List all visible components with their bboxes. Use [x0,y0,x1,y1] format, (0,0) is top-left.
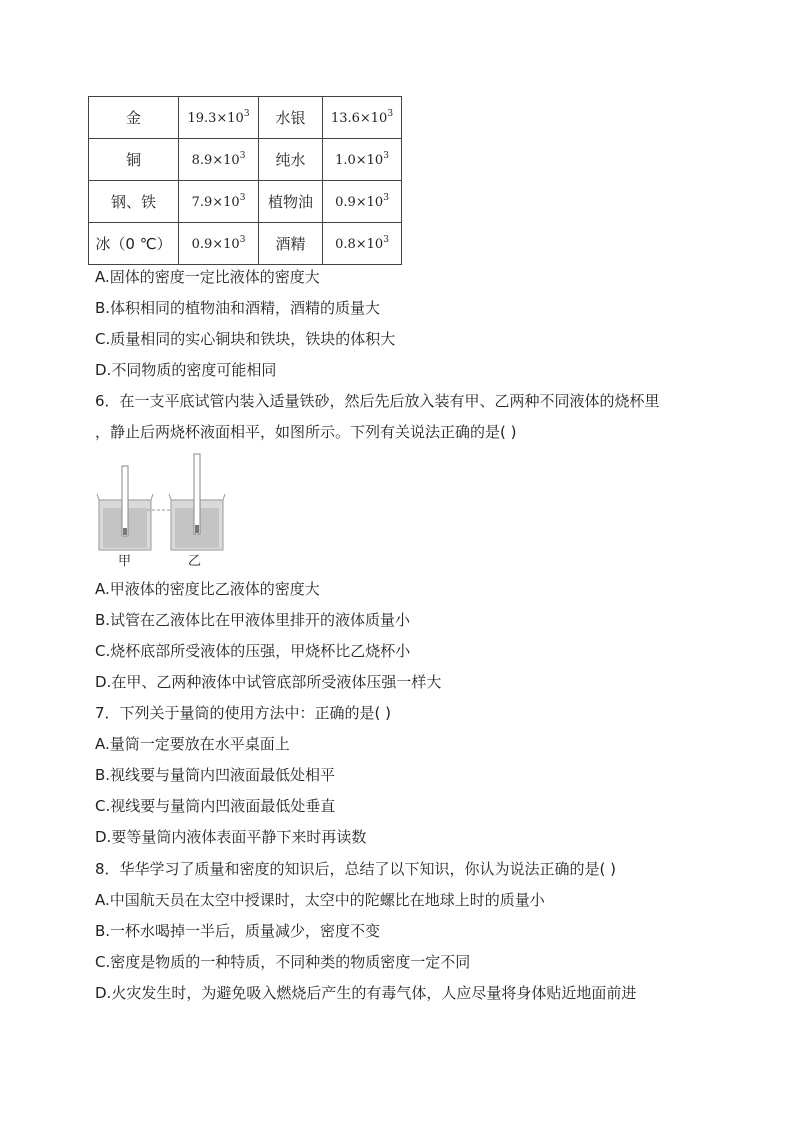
q6-stem-line2: ，静止后两烧杯液面相平，如图所示。下列有关说法正确的是( ) [95,423,517,441]
material-cell: 植物油 [259,181,323,223]
material-cell: 酒精 [259,223,323,265]
density-cell: $1.0\times 10^3$ [323,139,402,181]
density-cell: $19.3\times 10^3$ [179,97,259,139]
density-cell: $7.9\times 10^3$ [179,181,259,223]
q7-option-d: D.要等量筒内液体表面平静下来时再读数 [95,828,367,846]
beakers-figure [96,452,236,570]
material-cell: 钢、铁 [89,181,179,223]
density-cell: $0.9\times 10^3$ [179,223,259,265]
table-row [89,223,402,265]
table-row [89,97,402,139]
table-row [89,139,402,181]
q5-option-a: A.固体的密度一定比液体的密度大 [95,268,320,286]
q8-option-a: A.中国航天员在太空中授课时，太空中的陀螺比在地球上时的质量小 [95,891,545,909]
q7-option-c: C.视线要与量筒内凹液面最低处垂直 [95,797,336,815]
beakers-illustration [96,452,236,570]
q8-stem: 8．华华学习了质量和密度的知识后，总结了以下知识，你认为说法正确的是( ) [95,860,617,878]
q6-option-d: D.在甲、乙两种液体中试管底部所受液体压强一样大 [95,673,442,691]
material-cell: 铜 [89,139,179,181]
density-cell: $0.9\times 10^3$ [323,181,402,223]
q6-option-a: A.甲液体的密度比乙液体的密度大 [95,580,320,598]
q5-option-d: D.不同物质的密度可能相同 [95,361,277,379]
density-cell: $13.6\times 10^3$ [323,97,402,139]
q8-option-d: D.火灾发生时，为避免吸入燃烧后产生的有毒气体，人应尽量将身体贴近地面前进 [95,984,637,1002]
q7-option-a: A.量筒一定要放在水平桌面上 [95,735,290,753]
q5-option-b: B.体积相同的植物油和酒精，酒精的质量大 [95,299,381,317]
q8-option-b: B.一杯水喝掉一半后，质量减少，密度不变 [95,922,381,940]
material-cell: 纯水 [259,139,323,181]
beaker-label-right: 乙 [188,554,202,569]
q6-option-c: C.烧杯底部所受液体的压强，甲烧杯比乙烧杯小 [95,642,411,660]
material-cell: 金 [89,97,179,139]
table-row [89,181,402,223]
q6-stem-line1: 6．在一支平底试管内装入适量铁砂，然后先后放入装有甲、乙两种不同液体的烧杯里 [95,392,660,410]
material-cell: 冰（0 ℃） [89,223,179,265]
density-cell: $0.8\times 10^3$ [323,223,402,265]
beaker-label-left: 甲 [118,554,132,569]
q5-option-c: C.质量相同的实心铜块和铁块，铁块的体积大 [95,330,396,348]
q7-option-b: B.视线要与量筒内凹液面最低处相平 [95,766,336,784]
q8-option-c: C.密度是物质的一种特质，不同种类的物质密度一定不同 [95,953,471,971]
q7-stem: 7．下列关于量筒的使用方法中：正确的是( ) [95,704,392,722]
q6-option-b: B.试管在乙液体比在甲液体里排开的液体质量小 [95,611,411,629]
density-table [88,96,402,265]
material-cell: 水银 [259,97,323,139]
density-cell: $8.9\times 10^3$ [179,139,259,181]
